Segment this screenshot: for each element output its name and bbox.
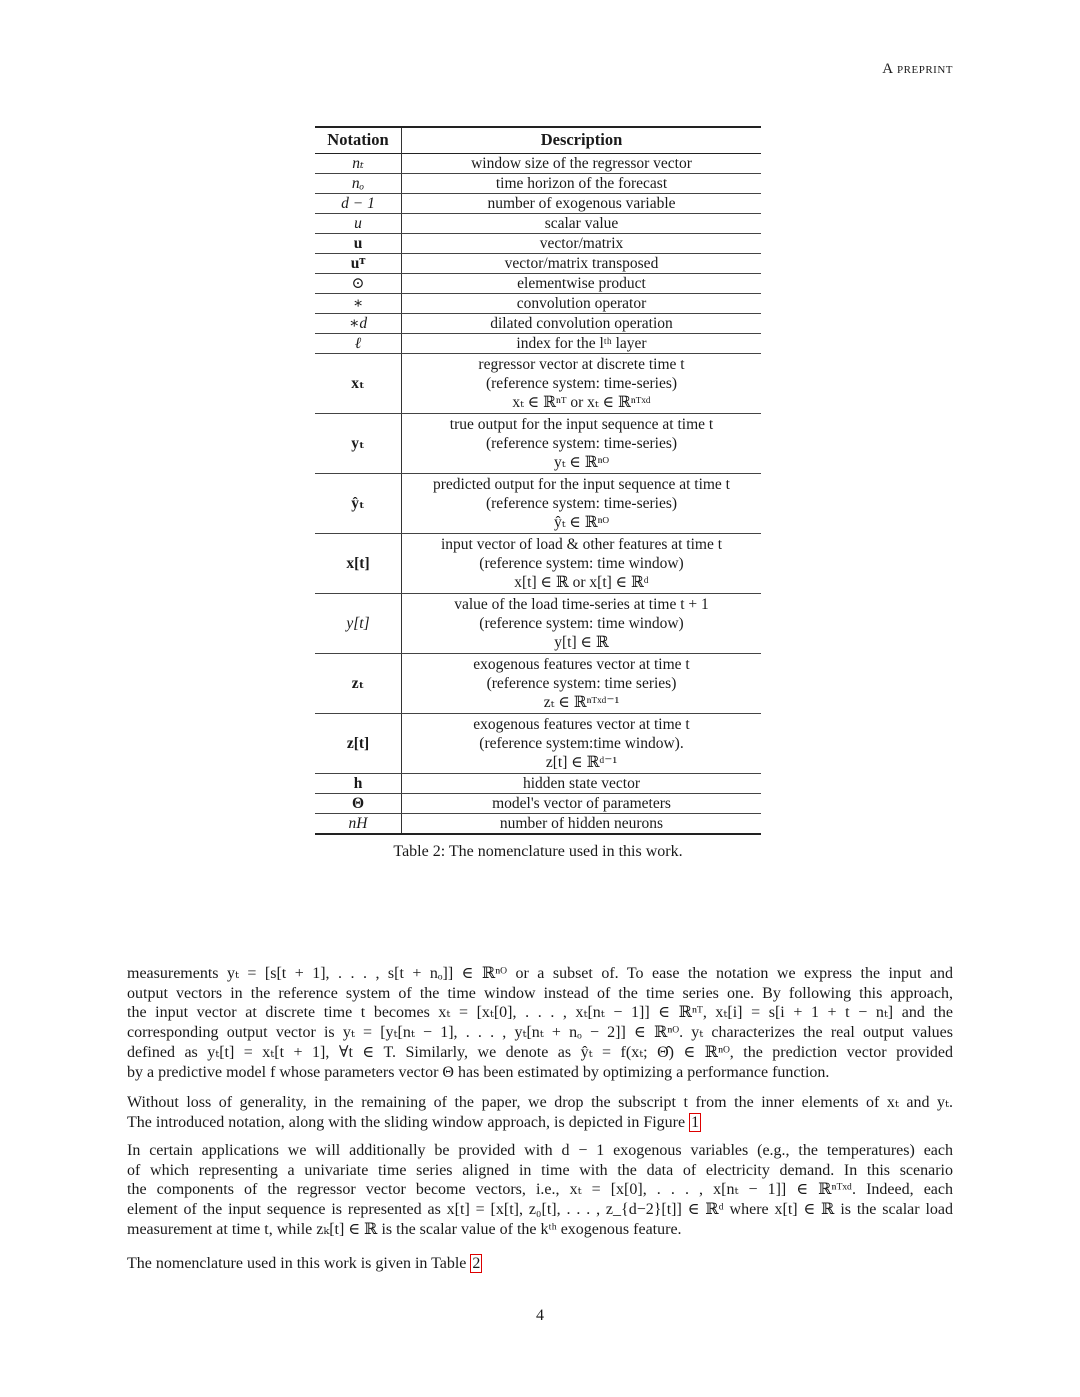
text-line-content: output vectors in the reference system of the time window instead of the time series one. By following this approach, [127, 984, 953, 1002]
notation-cell: yₜ [315, 413, 402, 473]
text-line-content: In certain applications we will additionally be provided with d − 1 exogenous variables (e.g., the temperatures) each [127, 1142, 953, 1159]
notation-cell: xₜ [315, 353, 402, 413]
notation-cell: nₜ [315, 153, 402, 173]
description-cell [402, 273, 762, 293]
table-row [315, 233, 761, 253]
table-row [315, 533, 761, 593]
description-cell [402, 773, 762, 793]
table-row [315, 353, 761, 413]
table-row [315, 413, 761, 473]
table-row [315, 473, 761, 533]
description-line: vector/matrix [539, 234, 624, 252]
paragraph-2 [127, 1093, 953, 1132]
table-reference-link[interactable]: 2 [472, 1255, 481, 1272]
table-row [315, 273, 761, 293]
description-line: number of exogenous variable [487, 194, 676, 212]
text-line-content: by a predictive model f whose parameters vector Θ has been estimated by optimizing a performance function. [127, 1063, 830, 1081]
description-line: (reference system: time series) [486, 674, 677, 692]
description-line: elementwise product [517, 274, 646, 292]
description-cell [402, 353, 762, 413]
page-number: 4 [536, 1307, 544, 1324]
text-line [127, 1180, 953, 1200]
table-row [315, 813, 761, 834]
description-line: exogenous features vector at time t [473, 655, 690, 673]
text-line [127, 1063, 953, 1083]
table-row [315, 293, 761, 313]
description-cell [402, 793, 762, 813]
notation-cell: u [315, 233, 402, 253]
header-description: Description [540, 130, 623, 150]
description-cell [402, 193, 762, 213]
notation-cell: ŷₜ [315, 473, 402, 533]
description-cell [402, 233, 762, 253]
table-row [315, 773, 761, 793]
table-row [315, 173, 761, 193]
description-line: (reference system: time window) [479, 614, 684, 632]
description-line: convolution operator [516, 294, 647, 312]
header-notation: Notation [315, 127, 402, 153]
paragraph-4 [127, 1254, 953, 1274]
table-row [315, 213, 761, 233]
description-cell [402, 653, 762, 713]
notation-cell: u [315, 213, 402, 233]
text-line [127, 1254, 953, 1274]
text-line [127, 1141, 953, 1161]
text-line [127, 1220, 953, 1240]
table-row [315, 793, 761, 813]
notation-cell: ⊙ [315, 273, 402, 293]
notation-cell: Θ [315, 793, 402, 813]
description-cell [402, 153, 762, 173]
text-line [127, 1023, 953, 1043]
description-cell [402, 333, 762, 353]
description-line: z[t] ∈ ℝᵈ⁻¹ [545, 753, 618, 771]
text-line [127, 1093, 953, 1113]
paragraph-1 [127, 964, 953, 1082]
description-line: exogenous features vector at time t [473, 715, 690, 733]
table-row [315, 153, 761, 173]
description-line: (reference system: time-series) [485, 374, 678, 392]
notation-cell: z[t] [315, 713, 402, 773]
paragraph-3 [127, 1141, 953, 1240]
description-line: yₜ ∈ ℝⁿᴼ [553, 453, 610, 471]
text-line-content: measurements yₜ = [s[t + 1], . . . , s[t + nₒ]] ∈ ℝⁿᴼ or a subset of. To ease the notation we express the input and [127, 965, 953, 982]
description-cell [402, 413, 762, 473]
notation-cell: x[t] [315, 533, 402, 593]
table-row [315, 333, 761, 353]
description-line: zₜ ∈ ℝⁿᵀˣᵈ⁻¹ [543, 693, 620, 711]
description-line: number of hidden neurons [499, 814, 664, 832]
table-caption: Table 2: The nomenclature used in this work. [393, 843, 683, 860]
notation-cell: h [315, 773, 402, 793]
description-line: (reference system: time window) [479, 554, 684, 572]
notation-cell: zₜ [315, 653, 402, 713]
description-cell [402, 213, 762, 233]
description-line: hidden state vector [522, 774, 641, 792]
table-row [315, 653, 761, 713]
description-cell [402, 293, 762, 313]
text-line-content: defined as yₜ[t] = xₜ[t + 1], ∀t ∈ T. Similarly, we denote as ŷₜ = f(xₜ; Θ̂) ∈ ℝⁿᴼ, the prediction vector provided [127, 1043, 953, 1061]
description-cell [402, 473, 762, 533]
notation-cell: d − 1 [315, 193, 402, 213]
description-line: dilated convolution operation [490, 314, 673, 332]
figure-reference-link[interactable]: 1 [691, 1113, 700, 1131]
text-line [127, 984, 953, 1004]
text-line [127, 1200, 953, 1220]
table-row [315, 713, 761, 773]
text-line [127, 1161, 953, 1181]
text-line [127, 1003, 953, 1023]
description-line: (reference system:time window). [479, 734, 684, 752]
description-cell [402, 813, 762, 834]
notation-cell: y[t] [315, 593, 402, 653]
notation-cell: ∗ [315, 293, 402, 313]
text-line-content: the components of the regressor vector become vectors, i.e., xₜ = [x[0], . . . , x[nₜ − 1]] ∈ ℝⁿᵀˣᵈ. Indeed, each [127, 1181, 953, 1199]
description-cell [402, 313, 762, 333]
description-line: index for the lᵗʰ layer [516, 334, 647, 352]
description-line: predicted output for the input sequence at time t [433, 475, 730, 493]
description-line: vector/matrix transposed [504, 254, 659, 272]
text-line-content: The introduced notation, along with the sliding window approach, is depicted in Figure [127, 1113, 686, 1131]
table-row [315, 193, 761, 213]
description-line: ŷₜ ∈ ℝⁿᴼ [553, 513, 610, 531]
text-line-content: The nomenclature used in this work is given in Table [127, 1255, 467, 1272]
description-line: model's vector of parameters [492, 794, 671, 812]
description-line: (reference system: time-series) [485, 494, 678, 512]
description-line: x[t] ∈ ℝ or x[t] ∈ ℝᵈ [514, 573, 649, 591]
description-cell [402, 713, 762, 773]
table-header-row [315, 127, 761, 153]
text-line-content: of which representing a univariate time series aligned in time with the data of electricity demand. In this scenario [127, 1161, 953, 1179]
notation-cell: nₒ [315, 173, 402, 193]
description-cell [402, 533, 762, 593]
notation-cell: ∗d [315, 313, 402, 333]
description-line: (reference system: time-series) [485, 434, 678, 452]
text-line-content: element of the input sequence is represented as x[t] = [x[t], z₀[t], . . . , z_{d−2}[t]] ∈ ℝᵈ where x[t] ∈ ℝ is the scalar load [127, 1201, 953, 1219]
description-line: time horizon of the forecast [495, 174, 668, 192]
text-line [127, 964, 953, 984]
description-cell [402, 253, 762, 273]
description-line: value of the load time-series at time t + 1 [454, 595, 709, 613]
description-cell [402, 593, 762, 653]
description-line: input vector of load & other features at time t [440, 535, 723, 553]
text-line-content: measurement at time t, while zₖ[t] ∈ ℝ is the scalar value of the kᵗʰ exogenous feature. [127, 1220, 682, 1238]
text-line-content: Without loss of generality, in the remaining of the paper, we drop the subscript t from the inner elements of xₜ and yₜ. [127, 1094, 953, 1111]
text-line [127, 1043, 953, 1063]
text-line [127, 1113, 953, 1133]
description-cell [402, 173, 762, 193]
description-line: regressor vector at discrete time t [478, 355, 685, 373]
text-line-content: corresponding output vector is yₜ = [yₜ[nₜ − 1], . . . , yₜ[nₜ + nₒ − 2]] ∈ ℝⁿᴼ. yₜ characterizes the real output values [127, 1024, 953, 1042]
notation-cell: ℓ [315, 333, 402, 353]
table-row [315, 253, 761, 273]
running-header: A preprint [882, 61, 953, 77]
notation-cell: uᵀ [315, 253, 402, 273]
description-line: true output for the input sequence at time t [449, 415, 714, 433]
table-row [315, 593, 761, 653]
description-line: window size of the regressor vector [471, 154, 692, 172]
description-line: y[t] ∈ ℝ [554, 633, 609, 651]
description-line: xₜ ∈ ℝⁿᵀ or xₜ ∈ ℝⁿᵀˣᵈ [512, 393, 651, 411]
nomenclature-table [315, 126, 761, 835]
description-line: scalar value [544, 214, 619, 232]
text-line-content: the input vector at discrete time t becomes xₜ = [xₜ[0], . . . , xₜ[nₜ − 1]] ∈ ℝⁿᵀ, xₜ[i] = s[i + 1 + t − nₜ] and the [127, 1004, 953, 1022]
notation-cell: nH [315, 813, 402, 834]
table-row [315, 313, 761, 333]
